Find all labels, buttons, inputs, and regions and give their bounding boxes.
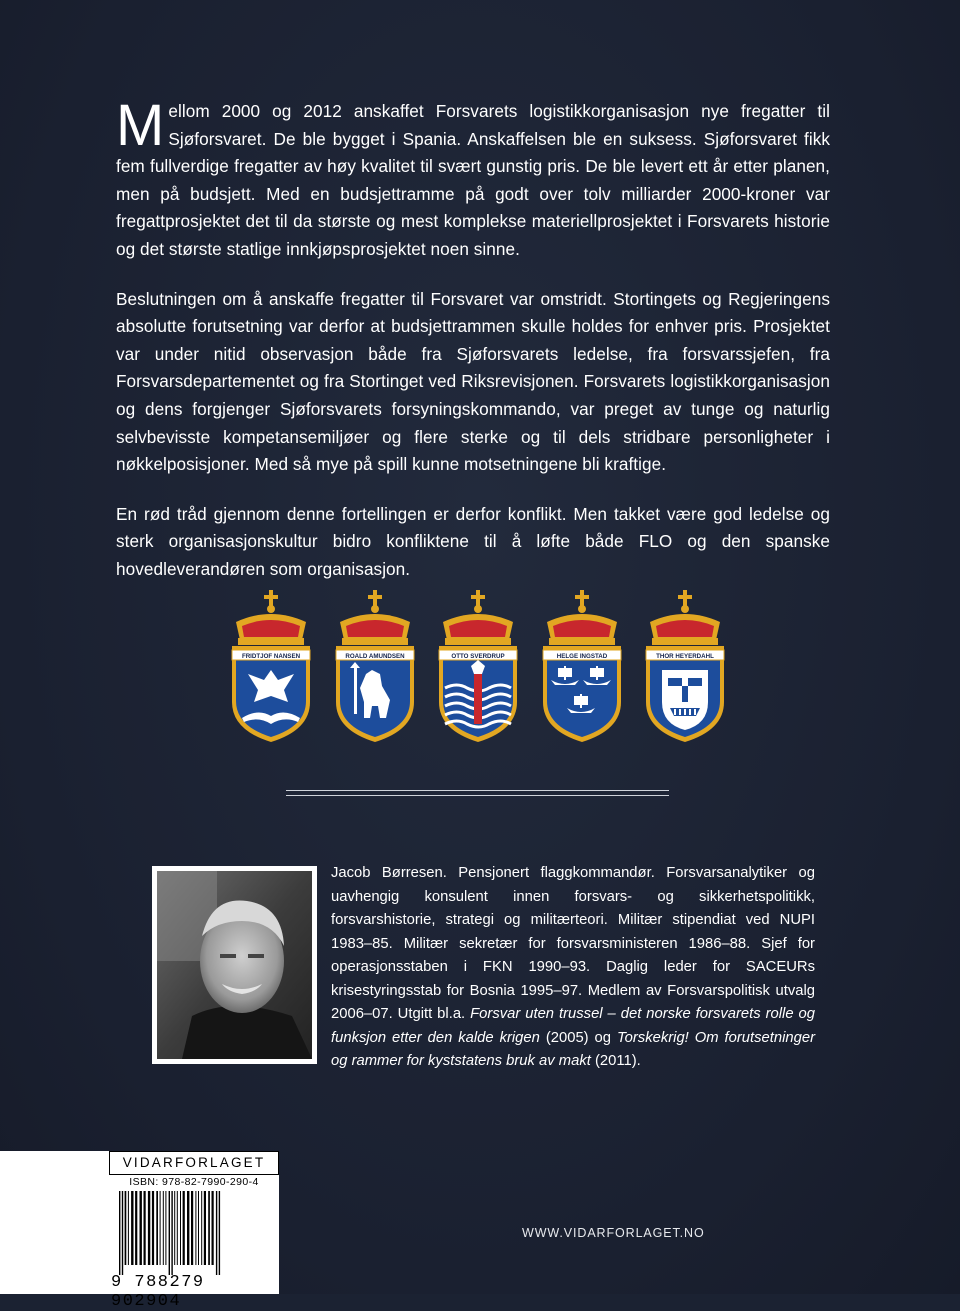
book-title-1: Forsvar uten trussel – det norske forsvarets rolle og funksjon etter den kalde krigen [331, 1006, 815, 1046]
viking-ships-icon [539, 590, 625, 748]
barcode-digits: 9 788279 902904 [111, 1273, 205, 1311]
frigate-crests [228, 590, 728, 750]
crest-name-label: THOR HEYERDAHL [656, 653, 714, 660]
crest-fridtjof-nansen [228, 590, 314, 748]
crest-thor-heyerdahl [642, 590, 728, 748]
author-portrait-image [152, 866, 317, 1064]
blurb-paragraph-2: Beslutningen om å anskaffe fregatter til Forsvaret var omstridt. Stortingets og Regjeringens absolutte forutsetning var derfor at budsjettrammen skulle holdes for enhver pris. Prosjektet var under nitid observasjon både fra Sjøforsvarets ledelse, fra forsvarssjefen, fra Forsvarsdepartementet og fra Stortinget ved Riksrevisjonen. Forsvarets logistikkorganisasjon og dens forgjenger Sjøforsvarets forsyningskommando, var preget av tunge og naturlig selvbevisste kompetansemiljøer og flere sterke og til dels stridbare personligheter i nøkkelposisjoner. Med så mye på spill kunne motsetningene bli kraftige. [116, 288, 830, 475]
blurb-paragraph-1-text: ellom 2000 og 2012 anskaffet Forsvarets logistikkorganisasjon nye fregatter til Sjøforsvaret. De ble bygget i Spania. Anskaffelsen ble en suksess. Sjøforsvaret fikk fem fullverdige fregatter av høy kvalitet til svært gunstig pris. De ble levert ett år etter planen, men på budsjett. Med en budsjettramme på godt over tolv milliarder 2000-kroner var fregattprosjektet det til da største og mest komplekse materiellprosjektet i Forsvarets historie og det største statlige innkjøpsprosjektet noen sinne. [116, 101, 830, 259]
blurb-paragraph-1 [116, 93, 830, 264]
barcode-background [0, 1151, 109, 1294]
drop-cap: M [116, 93, 165, 158]
book-year-1: (2005) og [539, 1029, 617, 1046]
crest-name-label: FRIDTJOF NANSEN [241, 653, 301, 660]
bio-text: Jacob Børresen. Pensjonert flaggkommandør. Forsvarsanalytiker og uavhengig konsulent innen forsvars- og sikkerhetspolitikk, forsvarshistorie, strategi og militærteori. Militær stipendiat ved NUPI 1983–85. Militær sekretær for forsvarsministeren 1986–88. Sjef for operasjonsstaben i FKN 1990–93. Daglig leder for SACEURs krisestyringsstab for Bosnia 1995–97. Medlem av Forsvarspolitisk utvalg 2006–07. Utgitt bl.a. [331, 865, 815, 1022]
waves-icon [435, 590, 521, 748]
tiki-mask-icon [642, 590, 728, 748]
blurb-text [116, 93, 830, 606]
bear-icon [332, 590, 418, 748]
crest-otto-sverdrup [435, 590, 521, 748]
book-title-2: Torskekrig! Om forutsetninger og rammer for kyststatens bruk av makt [331, 1029, 815, 1069]
crest-helge-ingstad [539, 590, 625, 748]
barcode-block [109, 1151, 279, 1311]
publisher-website[interactable]: WWW.VIDARFORLAGET.NO [522, 1226, 705, 1240]
author-photo [152, 866, 317, 1064]
crest-roald-amundsen [332, 590, 418, 748]
crest-name-label: OTTO SVERDRUP [451, 653, 505, 660]
crest-name-label: HELGE INGSTAD [556, 653, 607, 660]
isbn-number: ISBN: 978-82-7990-290-4 [129, 1176, 259, 1188]
double-rule-divider [286, 790, 669, 796]
author-bio [331, 862, 815, 1074]
crest-name-label: ROALD AMUNDSEN [344, 653, 405, 660]
book-year-2: (2011). [590, 1053, 641, 1069]
phoenix-icon [228, 590, 314, 748]
barcode [113, 1191, 275, 1275]
publisher-name: VIDARFORLAGET [109, 1151, 279, 1175]
blurb-paragraph-3: En rød tråd gjennom denne fortellingen er derfor konflikt. Men takket være god ledelse og sterk organisasjonskultur bidro konfliktene til å løfte både FLO og den spanske hovedleverandøren som organisasjon. [116, 503, 830, 579]
